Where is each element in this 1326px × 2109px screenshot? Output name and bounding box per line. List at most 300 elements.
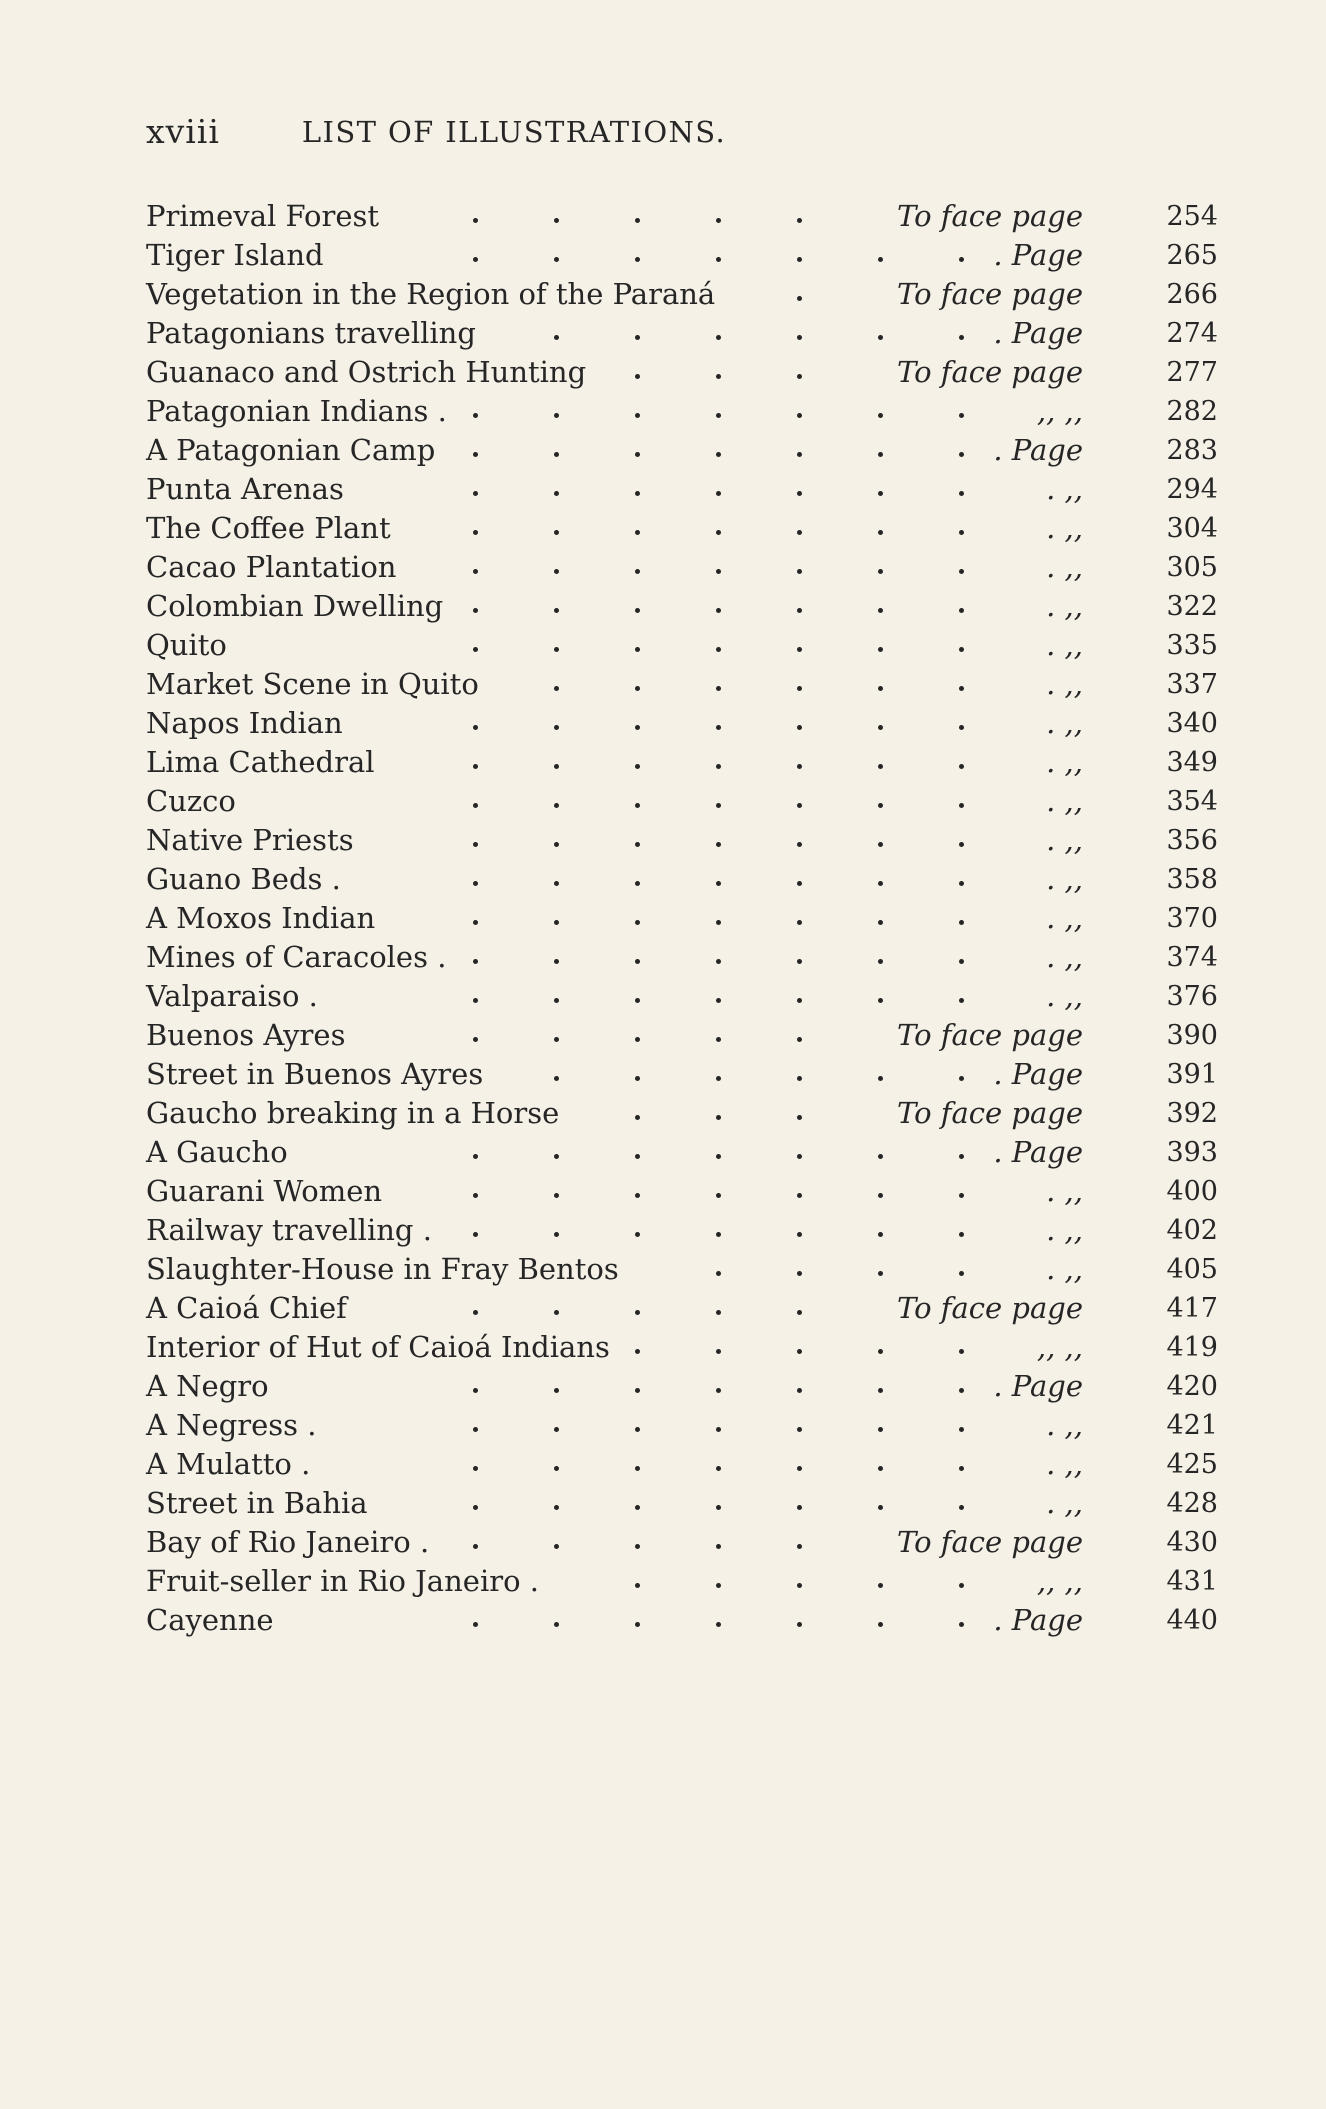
leader-dot bbox=[554, 335, 559, 340]
page-reference-number: 322 bbox=[1166, 591, 1218, 622]
leader-dot bbox=[554, 1427, 559, 1432]
illustration-title: A Caioá Chief bbox=[146, 1291, 347, 1325]
leader-dot bbox=[797, 1622, 802, 1627]
page-reference-number: 305 bbox=[1166, 552, 1218, 583]
leader-dot bbox=[716, 1388, 721, 1393]
leader-dot bbox=[716, 530, 721, 535]
page-reference-label: . ,, bbox=[1046, 511, 1083, 545]
page-reference-number: 265 bbox=[1166, 240, 1218, 271]
leader-dot bbox=[473, 1193, 478, 1198]
dot-leaders bbox=[466, 509, 1036, 548]
leader-dot bbox=[878, 452, 883, 457]
page-header bbox=[146, 112, 882, 162]
dot-leaders bbox=[466, 1328, 1036, 1367]
leader-dot bbox=[959, 1154, 964, 1159]
list-item bbox=[146, 1523, 1218, 1562]
dot-leaders bbox=[466, 587, 1036, 626]
leader-dot bbox=[716, 218, 721, 223]
leader-dot bbox=[797, 647, 802, 652]
illustration-title: Punta Arenas bbox=[146, 472, 344, 506]
dot-leaders bbox=[466, 1562, 1036, 1601]
leader-dot bbox=[959, 842, 964, 847]
leader-dot bbox=[473, 725, 478, 730]
leader-dot bbox=[716, 1622, 721, 1627]
leader-dot bbox=[635, 1232, 640, 1237]
leader-dot bbox=[473, 452, 478, 457]
leader-dot bbox=[473, 1310, 478, 1315]
page-reference-label: . ,, bbox=[1046, 784, 1083, 818]
leader-dot bbox=[878, 1583, 883, 1588]
page-reference-number: 391 bbox=[1166, 1059, 1218, 1090]
leader-dot bbox=[473, 1622, 478, 1627]
leader-dot bbox=[554, 1193, 559, 1198]
list-item bbox=[146, 1094, 1218, 1133]
leader-dot bbox=[797, 218, 802, 223]
leader-dot bbox=[878, 1349, 883, 1354]
dot-leaders bbox=[466, 1367, 1036, 1406]
leader-dot bbox=[635, 1583, 640, 1588]
page-reference-number: 421 bbox=[1166, 1410, 1218, 1441]
leader-dot bbox=[635, 803, 640, 808]
leader-dot bbox=[878, 842, 883, 847]
page-reference-label: To face page bbox=[897, 1525, 1083, 1559]
dot-leaders bbox=[466, 1601, 1036, 1640]
list-item bbox=[146, 1601, 1218, 1640]
leader-dot bbox=[797, 1505, 802, 1510]
page-reference-label: To face page bbox=[897, 1291, 1083, 1325]
dot-leaders bbox=[466, 821, 1036, 860]
leader-dot bbox=[635, 881, 640, 886]
list-item bbox=[146, 1562, 1218, 1601]
illustration-title: Patagonian Indians . bbox=[146, 394, 447, 428]
leader-dot bbox=[716, 257, 721, 262]
page-reference-label: . Page bbox=[993, 433, 1083, 467]
leader-dot bbox=[635, 1037, 640, 1042]
dot-leaders bbox=[466, 743, 1036, 782]
illustration-title: Quito bbox=[146, 628, 227, 662]
leader-dot bbox=[716, 1271, 721, 1276]
leader-dot bbox=[473, 1037, 478, 1042]
leader-dot bbox=[797, 1310, 802, 1315]
illustration-title: Gaucho breaking in a Horse bbox=[146, 1096, 560, 1130]
leader-dot bbox=[635, 998, 640, 1003]
leader-dot bbox=[473, 569, 478, 574]
leader-dot bbox=[635, 608, 640, 613]
leader-dot bbox=[554, 1310, 559, 1315]
page-reference-number: 393 bbox=[1166, 1137, 1218, 1168]
leader-dot bbox=[635, 1154, 640, 1159]
leader-dot bbox=[473, 920, 478, 925]
page-reference-label: . ,, bbox=[1046, 979, 1083, 1013]
leader-dot bbox=[554, 1505, 559, 1510]
leader-dot bbox=[554, 881, 559, 886]
leader-dot bbox=[554, 725, 559, 730]
page-reference-number: 340 bbox=[1166, 708, 1218, 739]
leader-dot bbox=[878, 998, 883, 1003]
leader-dot bbox=[635, 1622, 640, 1627]
leader-dot bbox=[878, 608, 883, 613]
page-reference-number: 425 bbox=[1166, 1449, 1218, 1480]
leader-dot bbox=[635, 218, 640, 223]
leader-dot bbox=[554, 647, 559, 652]
illustration-title: Patagonians travelling bbox=[146, 316, 476, 350]
page-reference-number: 374 bbox=[1166, 942, 1218, 973]
illustration-title: Primeval Forest bbox=[146, 199, 380, 233]
leader-dot bbox=[635, 842, 640, 847]
leader-dot bbox=[878, 1388, 883, 1393]
leader-dot bbox=[473, 257, 478, 262]
leader-dot bbox=[878, 1505, 883, 1510]
leader-dot bbox=[797, 725, 802, 730]
page-reference-label: To face page bbox=[897, 199, 1083, 233]
page-reference-label: . Page bbox=[993, 1603, 1083, 1637]
dot-leaders bbox=[466, 1445, 1036, 1484]
leader-dot bbox=[554, 1232, 559, 1237]
page-reference-label: ,, ,, bbox=[1036, 1564, 1083, 1598]
page-reference-label: . ,, bbox=[1046, 1213, 1083, 1247]
leader-dot bbox=[716, 1310, 721, 1315]
dot-leaders bbox=[466, 431, 1036, 470]
dot-leaders bbox=[466, 665, 1036, 704]
leader-dot bbox=[554, 686, 559, 691]
leader-dot bbox=[473, 1427, 478, 1432]
list-item bbox=[146, 587, 1218, 626]
illustration-title: Napos Indian bbox=[146, 706, 343, 740]
leader-dot bbox=[959, 1232, 964, 1237]
list-item bbox=[146, 626, 1218, 665]
page-reference-label: . ,, bbox=[1046, 667, 1083, 701]
list-item bbox=[146, 1133, 1218, 1172]
leader-dot bbox=[959, 491, 964, 496]
list-item bbox=[146, 860, 1218, 899]
dot-leaders bbox=[466, 899, 1036, 938]
illustration-title: Native Priests bbox=[146, 823, 354, 857]
leader-dot bbox=[716, 608, 721, 613]
leader-dot bbox=[959, 335, 964, 340]
illustration-title: Slaughter-House in Fray Bentos bbox=[146, 1252, 619, 1286]
dot-leaders bbox=[466, 938, 1036, 977]
dot-leaders bbox=[466, 782, 1036, 821]
list-item bbox=[146, 509, 1218, 548]
leader-dot bbox=[716, 1154, 721, 1159]
dot-leaders bbox=[466, 470, 1036, 509]
leader-dot bbox=[716, 569, 721, 574]
leader-dot bbox=[797, 374, 802, 379]
leader-dot bbox=[716, 1115, 721, 1120]
page-reference-label: . ,, bbox=[1046, 1486, 1083, 1520]
leader-dot bbox=[554, 959, 559, 964]
leader-dot bbox=[473, 881, 478, 886]
page-reference-number: 420 bbox=[1166, 1371, 1218, 1402]
list-item bbox=[146, 1250, 1218, 1289]
leader-dot bbox=[473, 608, 478, 613]
leader-dot bbox=[878, 1427, 883, 1432]
leader-dot bbox=[878, 803, 883, 808]
illustration-title: Bay of Rio Janeiro . bbox=[146, 1525, 430, 1559]
page-reference-label: ,, ,, bbox=[1036, 394, 1083, 428]
leader-dot bbox=[878, 920, 883, 925]
page-reference-label: . ,, bbox=[1046, 1252, 1083, 1286]
dot-leaders bbox=[466, 1211, 1036, 1250]
dot-leaders bbox=[466, 860, 1036, 899]
illustration-title: Cacao Plantation bbox=[146, 550, 397, 584]
leader-dot bbox=[797, 1154, 802, 1159]
leader-dot bbox=[473, 1466, 478, 1471]
leader-dot bbox=[635, 959, 640, 964]
leader-dot bbox=[797, 1427, 802, 1432]
leader-dot bbox=[959, 959, 964, 964]
leader-dot bbox=[716, 803, 721, 808]
leader-dot bbox=[716, 1193, 721, 1198]
leader-dot bbox=[959, 530, 964, 535]
illustration-title: The Coffee Plant bbox=[146, 511, 391, 545]
leader-dot bbox=[554, 764, 559, 769]
leader-dot bbox=[635, 1310, 640, 1315]
leader-dot bbox=[716, 1505, 721, 1510]
leader-dot bbox=[878, 647, 883, 652]
leader-dot bbox=[554, 1154, 559, 1159]
leader-dot bbox=[797, 491, 802, 496]
page-reference-label: ,, ,, bbox=[1036, 1330, 1083, 1364]
leader-dot bbox=[473, 764, 478, 769]
dot-leaders bbox=[466, 1484, 1036, 1523]
illustration-title: Guarani Women bbox=[146, 1174, 383, 1208]
leader-dot bbox=[878, 959, 883, 964]
leader-dot bbox=[635, 725, 640, 730]
leader-dot bbox=[959, 1583, 964, 1588]
list-item bbox=[146, 1172, 1218, 1211]
leader-dot bbox=[554, 491, 559, 496]
leader-dot bbox=[716, 842, 721, 847]
illustration-title: Lima Cathedral bbox=[146, 745, 375, 779]
illustration-title: Guanaco and Ostrich Hunting bbox=[146, 355, 587, 389]
leader-dot bbox=[959, 1349, 964, 1354]
page-reference-number: 356 bbox=[1166, 825, 1218, 856]
illustration-title: A Patagonian Camp bbox=[146, 433, 436, 467]
leader-dot bbox=[554, 1544, 559, 1549]
illustration-title: A Negro bbox=[146, 1369, 269, 1403]
leader-dot bbox=[797, 764, 802, 769]
page-reference-number: 400 bbox=[1166, 1176, 1218, 1207]
leader-dot bbox=[635, 920, 640, 925]
leader-dot bbox=[878, 686, 883, 691]
leader-dot bbox=[959, 881, 964, 886]
leader-dot bbox=[959, 647, 964, 652]
page-reference-number: 417 bbox=[1166, 1293, 1218, 1324]
page-reference-number: 274 bbox=[1166, 318, 1218, 349]
leader-dot bbox=[635, 335, 640, 340]
dot-leaders bbox=[466, 626, 1036, 665]
leader-dot bbox=[554, 998, 559, 1003]
leader-dot bbox=[797, 452, 802, 457]
leader-dot bbox=[959, 452, 964, 457]
leader-dot bbox=[716, 413, 721, 418]
leader-dot bbox=[554, 1076, 559, 1081]
leader-dot bbox=[878, 1271, 883, 1276]
leader-dot bbox=[878, 413, 883, 418]
leader-dot bbox=[797, 842, 802, 847]
page-reference-label: To face page bbox=[897, 1018, 1083, 1052]
leader-dot bbox=[554, 920, 559, 925]
page-reference-label: . ,, bbox=[1046, 940, 1083, 974]
leader-dot bbox=[959, 686, 964, 691]
page-reference-label: . Page bbox=[993, 1369, 1083, 1403]
page-reference-label: . Page bbox=[993, 1135, 1083, 1169]
page-reference-number: 337 bbox=[1166, 669, 1218, 700]
leader-dot bbox=[635, 764, 640, 769]
leader-dot bbox=[959, 920, 964, 925]
leader-dot bbox=[878, 257, 883, 262]
page-reference-number: 304 bbox=[1166, 513, 1218, 544]
list-item bbox=[146, 704, 1218, 743]
illustration-title: Guano Beds . bbox=[146, 862, 341, 896]
list-item bbox=[146, 275, 1218, 314]
leader-dot bbox=[878, 1466, 883, 1471]
illustration-title: Interior of Hut of Caioá Indians bbox=[146, 1330, 610, 1364]
page-reference-label: . ,, bbox=[1046, 628, 1083, 662]
page-reference-number: 277 bbox=[1166, 357, 1218, 388]
illustration-title: Vegetation in the Region of the Paraná bbox=[146, 277, 716, 311]
illustration-title: Railway travelling . bbox=[146, 1213, 432, 1247]
dot-leaders bbox=[466, 1172, 1036, 1211]
leader-dot bbox=[716, 452, 721, 457]
page-reference-label: . ,, bbox=[1046, 1408, 1083, 1442]
leader-dot bbox=[797, 686, 802, 691]
page-reference-label: . ,, bbox=[1046, 862, 1083, 896]
leader-dot bbox=[959, 1622, 964, 1627]
illustration-list bbox=[146, 197, 1218, 1640]
leader-dot bbox=[797, 257, 802, 262]
leader-dot bbox=[959, 1388, 964, 1393]
leader-dot bbox=[554, 1622, 559, 1627]
leader-dot bbox=[878, 1232, 883, 1237]
leader-dot bbox=[716, 998, 721, 1003]
leader-dot bbox=[797, 959, 802, 964]
leader-dot bbox=[473, 1388, 478, 1393]
list-item bbox=[146, 1016, 1218, 1055]
leader-dot bbox=[473, 959, 478, 964]
illustration-title: A Negress . bbox=[146, 1408, 317, 1442]
leader-dot bbox=[959, 1271, 964, 1276]
leader-dot bbox=[797, 1388, 802, 1393]
list-item bbox=[146, 548, 1218, 587]
leader-dot bbox=[635, 1427, 640, 1432]
page-reference-number: 405 bbox=[1166, 1254, 1218, 1285]
list-item bbox=[146, 977, 1218, 1016]
illustration-title: A Mulatto . bbox=[146, 1447, 311, 1481]
list-item bbox=[146, 314, 1218, 353]
leader-dot bbox=[635, 1466, 640, 1471]
list-item bbox=[146, 392, 1218, 431]
leader-dot bbox=[473, 842, 478, 847]
list-item bbox=[146, 431, 1218, 470]
leader-dot bbox=[797, 335, 802, 340]
leader-dot bbox=[959, 764, 964, 769]
page-reference-label: . ,, bbox=[1046, 1447, 1083, 1481]
page-reference-number: 402 bbox=[1166, 1215, 1218, 1246]
leader-dot bbox=[959, 1193, 964, 1198]
page-reference-label: . ,, bbox=[1046, 706, 1083, 740]
page-reference-label: . Page bbox=[993, 316, 1083, 350]
illustration-title: Fruit-seller in Rio Janeiro . bbox=[146, 1564, 539, 1598]
illustration-title: Colombian Dwelling bbox=[146, 589, 444, 623]
leader-dot bbox=[554, 1466, 559, 1471]
leader-dot bbox=[716, 1037, 721, 1042]
leader-dot bbox=[716, 1544, 721, 1549]
list-item bbox=[146, 938, 1218, 977]
leader-dot bbox=[473, 647, 478, 652]
leader-dot bbox=[797, 1583, 802, 1588]
leader-dot bbox=[635, 1388, 640, 1393]
list-item bbox=[146, 821, 1218, 860]
leader-dot bbox=[635, 491, 640, 496]
leader-dot bbox=[473, 530, 478, 535]
leader-dot bbox=[797, 1037, 802, 1042]
leader-dot bbox=[473, 998, 478, 1003]
leader-dot bbox=[797, 569, 802, 574]
leader-dot bbox=[959, 1466, 964, 1471]
page-reference-number: 428 bbox=[1166, 1488, 1218, 1519]
illustration-title: A Gaucho bbox=[146, 1135, 288, 1169]
leader-dot bbox=[797, 530, 802, 535]
page-reference-label: . ,, bbox=[1046, 745, 1083, 779]
list-item bbox=[146, 353, 1218, 392]
illustration-title: Mines of Caracoles . bbox=[146, 940, 447, 974]
dot-leaders bbox=[466, 704, 1036, 743]
leader-dot bbox=[473, 1505, 478, 1510]
leader-dot bbox=[554, 1388, 559, 1393]
leader-dot bbox=[878, 1076, 883, 1081]
page-reference-label: . ,, bbox=[1046, 589, 1083, 623]
leader-dot bbox=[878, 1154, 883, 1159]
page-reference-label: . ,, bbox=[1046, 472, 1083, 506]
leader-dot bbox=[554, 1037, 559, 1042]
leader-dot bbox=[635, 452, 640, 457]
illustration-title: Street in Bahia bbox=[146, 1486, 368, 1520]
page-reference-label: . ,, bbox=[1046, 901, 1083, 935]
leader-dot bbox=[635, 1193, 640, 1198]
leader-dot bbox=[797, 803, 802, 808]
page-reference-label: . Page bbox=[993, 238, 1083, 272]
leader-dot bbox=[554, 257, 559, 262]
leader-dot bbox=[959, 998, 964, 1003]
leader-dot bbox=[716, 335, 721, 340]
leader-dot bbox=[554, 413, 559, 418]
leader-dot bbox=[878, 569, 883, 574]
page-reference-number: 376 bbox=[1166, 981, 1218, 1012]
page-reference-label: . Page bbox=[993, 1057, 1083, 1091]
leader-dot bbox=[635, 686, 640, 691]
dot-leaders bbox=[466, 1406, 1036, 1445]
page-reference-number: 419 bbox=[1166, 1332, 1218, 1363]
dot-leaders bbox=[466, 1250, 1036, 1289]
list-item bbox=[146, 1406, 1218, 1445]
leader-dot bbox=[473, 413, 478, 418]
page-number: xviii bbox=[146, 112, 220, 151]
leader-dot bbox=[635, 647, 640, 652]
leader-dot bbox=[878, 530, 883, 535]
dot-leaders bbox=[466, 1133, 1036, 1172]
dot-leaders bbox=[466, 1055, 1036, 1094]
leader-dot bbox=[716, 1076, 721, 1081]
leader-dot bbox=[797, 1544, 802, 1549]
leader-dot bbox=[635, 1076, 640, 1081]
leader-dot bbox=[797, 1076, 802, 1081]
page-reference-number: 430 bbox=[1166, 1527, 1218, 1558]
leader-dot bbox=[635, 257, 640, 262]
leader-dot bbox=[959, 1505, 964, 1510]
page-reference-number: 282 bbox=[1166, 396, 1218, 427]
